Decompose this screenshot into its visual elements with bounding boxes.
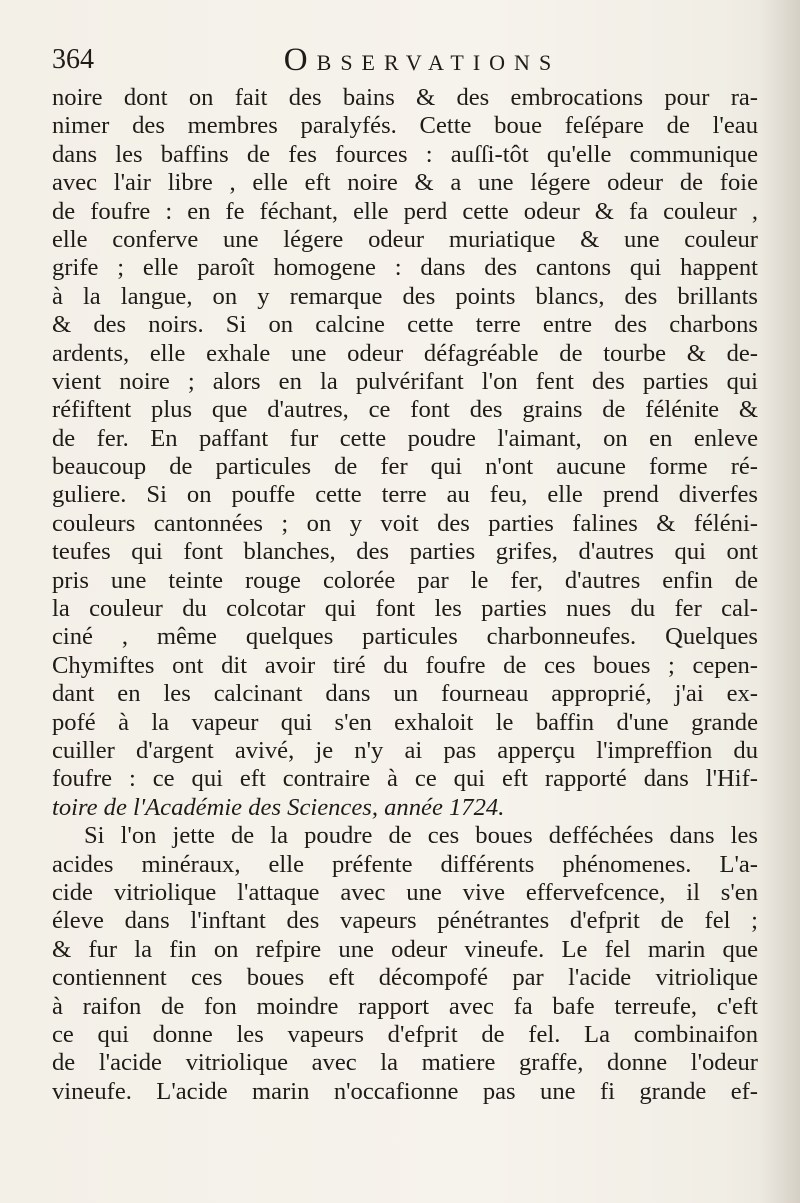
text-line: de foufre : en fe féchant, elle perd cette odeur & fa couleur , [52,197,758,225]
text-line: pofé à la vapeur qui s'en exhaloit le baffin d'une grande [52,708,758,736]
text-line: & des noirs. Si on calcine cette terre entre des charbons [52,311,758,339]
text-line: avec l'air libre , elle eft noire & a une légere odeur de foie [52,169,758,197]
text-line: acides minéraux, elle préfente différents phénomenes. L'a- [52,850,758,878]
page-number: 364 [52,44,94,75]
text-line: foufre : ce qui eft contraire à ce qui eft rapporté dans l'Hif- [52,765,758,793]
running-head: OBSERVATIONS [283,42,561,78]
text-line: elle conferve une légere odeur muriatique & une couleur [52,225,758,253]
text-line: ciné , même quelques particules charbonneufes. Quelques [52,623,758,651]
page-header [52,40,752,80]
text-line: noire dont on fait des bains & des embrocations pour ra- [52,84,758,111]
text-line: ce qui donne les vapeurs d'efprit de fel. La combinaifon [52,1020,758,1048]
text-line: & fur la fin on refpire une odeur vineufe. Le fel marin que [52,935,758,963]
text-line: cide vitriolique l'attaque avec une vive effervefcence, il s'en [52,878,758,906]
text-line: dant en les calcinant dans un fourneau approprié, j'ai ex- [52,680,758,708]
text-line: nimer des membres paralyfés. Cette boue feſépare de l'eau [52,112,758,140]
text-line: contiennent ces boues eft décompofé par l'acide vitriolique [52,964,758,992]
text-line: Chymiftes ont dit avoir tiré du foufre de ces boues ; cepen- [52,651,758,679]
text-line: à raifon de fon moindre rapport avec fa bafe terreufe, c'eft [52,992,758,1020]
text-line: la couleur du colcotar qui font les parties nues du fer cal- [52,595,758,623]
text-line: de l'acide vitriolique avec la matiere graffe, donne l'odeur [52,1049,758,1077]
text-line-paragraph-start: Si l'on jette de la poudre de ces boues defféchées dans les [84,822,758,850]
body-text [52,84,758,1106]
text-line: vineufe. L'acide marin n'occafionne pas une fi grande ef- [52,1077,758,1105]
text-line: de fer. En paffant fur cette poudre l'aimant, on en enleve [52,424,758,452]
page-edge-shadow [760,0,800,1203]
text-line: éleve dans l'inftant des vapeurs pénétrantes d'efprit de fel ; [52,907,758,935]
text-line: teufes qui font blanches, des parties grifes, d'autres qui ont [52,538,758,566]
text-line: ardents, elle exhale une odeur défagréable de tourbe & de- [52,339,758,367]
text-line-paragraph-end: toire de l'Académie des Sciences, année 1724. [52,793,505,821]
text-line: pris une teinte rouge colorée par le fer, d'autres enfin de [52,566,758,594]
text-line: réfiftent plus que d'autres, ce font des grains de félénite & [52,396,758,424]
text-line: beaucoup de particules de fer qui n'ont aucune forme ré- [52,453,758,481]
text-line: dans les baffins de fes fources : auſſi-tôt qu'elle communique [52,140,758,168]
text-line: grife ; elle paroît homogene : dans des cantons qui happent [52,254,758,282]
text-line: couleurs cantonnées ; on y voit des parties falines & féléni- [52,509,758,537]
text-line: cuiller d'argent avivé, je n'y ai pas apperçu l'impreffion du [52,736,758,764]
text-line: vient noire ; alors en la pulvérifant l'on fent des parties qui [52,367,758,395]
text-line: à la langue, on y remarque des points blancs, des brillants [52,282,758,310]
text-line: guliere. Si on pouffe cette terre au feu, elle prend diverfes [52,481,758,509]
